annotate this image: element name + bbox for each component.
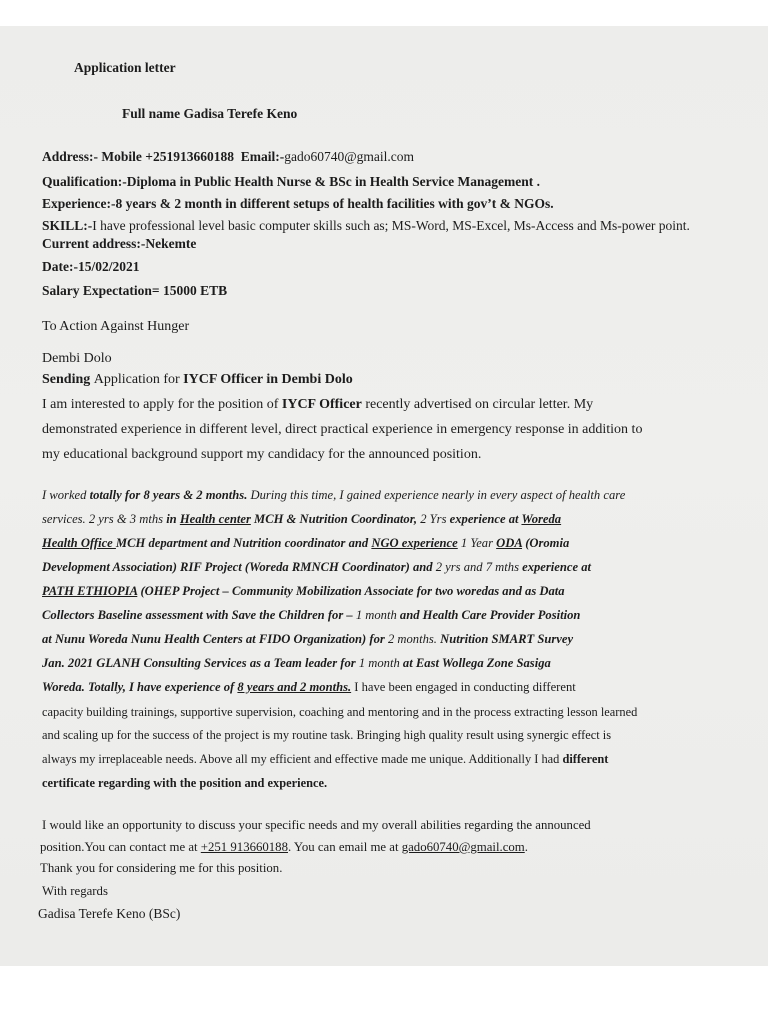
skill-value: I have professional level basic computer skills such as; MS-Word, MS-Excel, Ms-Access and Ms-power point. <box>92 218 690 233</box>
body-text: 2 yrs and 7 mths <box>435 560 523 574</box>
date-label: Date:- <box>42 259 78 274</box>
email-label: Email:- <box>240 149 285 164</box>
body-line-7 <box>42 632 573 647</box>
letter-page <box>0 26 768 966</box>
date-line <box>42 259 140 275</box>
body-text: 2 Yrs <box>420 512 450 526</box>
subject-text: Application for <box>93 372 184 387</box>
body-text: Nutrition SMART Survey <box>440 632 574 646</box>
salary-label: Salary Expectation= <box>42 283 163 298</box>
body-text: always my irreplaceable needs. Above all my efficient and effective made me unique. Additionally I had <box>42 752 563 766</box>
body-emphasis: Development Association) RIF Project (Woreda RMNCH Coordinator) and <box>42 560 436 574</box>
subject-line <box>42 372 353 388</box>
body-text: 1 month <box>358 656 403 670</box>
body-line-4 <box>42 560 591 575</box>
experience-value: 8 years & 2 month in different setups of health facilities with gov’t & NGOs. <box>115 196 554 211</box>
body-underlined: PATH ETHIOPIA <box>42 584 138 598</box>
experience-line <box>42 196 554 212</box>
closing-thanks: Thank you for considering me for this position. <box>40 861 283 875</box>
qualification-label: Qualification:- <box>42 174 127 189</box>
address-label: Address:- <box>42 149 102 164</box>
intro-line-2: demonstrated experience in different level, direct practical experience in emergency response in addition to <box>42 422 643 437</box>
letter-title: Application letter <box>74 60 176 75</box>
body-line-2 <box>42 512 561 527</box>
closing-phone: +251 913660188 <box>200 840 288 854</box>
body-text: Collectors Baseline assessment with Save the Children for – <box>42 608 356 622</box>
body-line-6 <box>42 608 580 623</box>
intro-text: recently advertised on circular letter. My <box>361 397 594 412</box>
skill-line <box>42 218 690 234</box>
recipient-location: Dembi Dolo <box>42 351 112 366</box>
date-value: 15/02/2021 <box>77 259 140 274</box>
body-text: I worked <box>42 488 90 502</box>
subject-prefix: Sending <box>42 372 94 387</box>
body-line-5 <box>42 584 565 599</box>
recipient: To Action Against Hunger <box>42 319 190 334</box>
body-text: 2 months. <box>387 632 441 646</box>
body-text: (Oromia <box>522 536 570 550</box>
body-text: 1 month <box>355 608 400 622</box>
body-line-11: and scaling up for the success of the project is my routine task. Bringing high quality result using synergic effect is <box>42 728 612 742</box>
body-text: During this time, I gained experience nearly in every aspect of health care <box>247 488 626 502</box>
body-line-9 <box>42 680 576 695</box>
body-text: I have been engaged in conducting different <box>351 680 576 694</box>
body-line-10: capacity building trainings, supportive supervision, coaching and mentoring and in the process extracting lesson learned <box>42 705 638 719</box>
skill-label: SKILL:- <box>42 218 93 233</box>
intro-position: IYCF Officer <box>281 397 362 412</box>
body-underlined: 8 years and 2 months. <box>237 680 352 694</box>
body-emphasis: experience at <box>522 560 592 574</box>
closing-line-1: I would like an opportunity to discuss your specific needs and my overall abilities regarding the announced <box>42 818 591 832</box>
salary-value: 15000 ETB <box>162 283 228 298</box>
body-underlined: Health Office <box>42 536 116 550</box>
mobile-value: +251913660188 <box>145 149 234 164</box>
body-emphasis: different <box>562 752 609 766</box>
intro-line-1 <box>42 397 593 413</box>
body-text: services. 2 yrs & 3 mths <box>42 512 167 526</box>
closing-text: position.You can contact me at <box>40 840 201 854</box>
body-emphasis: MCH & Nutrition Coordinator, <box>250 512 421 526</box>
closing-text: . You can email me at <box>287 840 402 854</box>
body-underlined: ODA <box>496 536 523 550</box>
closing-email: gado60740@gmail.com <box>401 840 525 854</box>
body-emphasis: Woreda. Totally, I have experience of <box>42 680 238 694</box>
current-address-label: Current address:- <box>42 236 146 251</box>
body-text: (OHEP Project – Community Mobilization Associate for two woredas and as Data <box>137 584 565 598</box>
body-underlined: Health center <box>179 512 251 526</box>
body-line-12 <box>42 752 608 767</box>
body-text: at Nunu Woreda Nunu Health Centers at FIDO Organization) for <box>42 632 388 646</box>
body-line-1 <box>42 488 625 503</box>
current-address-value: Nekemte <box>145 236 197 251</box>
body-text: and Health Care Provider Position <box>399 608 581 622</box>
body-emphasis: experience at <box>449 512 522 526</box>
mobile-label: Mobile <box>101 149 146 164</box>
body-emphasis: in <box>166 512 180 526</box>
body-underlined: NGO experience <box>371 536 458 550</box>
body-underlined: Woreda <box>521 512 562 526</box>
intro-line-3: my educational background support my candidacy for the announced position. <box>42 447 482 462</box>
body-text: Jan. 2021 GLANH Consulting Services as a Team leader for <box>42 656 359 670</box>
closing-line-2 <box>40 840 528 855</box>
current-address-line <box>42 236 196 252</box>
signature-name: Gadisa Terefe Keno (BSc) <box>38 906 181 921</box>
intro-text: I am interested to apply for the position of <box>42 397 282 412</box>
body-text: 1 Year <box>457 536 497 550</box>
body-emphasis: totally for 8 years & 2 months. <box>89 488 248 502</box>
address-line <box>42 149 414 165</box>
body-text: at East Wollega Zone Sasiga <box>402 656 551 670</box>
salary-line <box>42 283 227 299</box>
body-line-8 <box>42 656 551 671</box>
experience-label: Experience:- <box>42 196 116 211</box>
subject-position: IYCF Officer in Dembi Dolo <box>183 372 353 387</box>
body-text: MCH department and Nutrition coordinator and <box>115 536 372 550</box>
closing-text: . <box>524 840 528 854</box>
applicant-fullname: Full name Gadisa Terefe Keno <box>122 106 298 121</box>
body-line-13: certificate regarding with the position and experience. <box>42 776 328 790</box>
body-line-3 <box>42 536 569 551</box>
qualification-line <box>42 174 540 190</box>
closing-regards: With regards <box>42 884 108 898</box>
email-value: gado60740@gmail.com <box>284 149 415 164</box>
qualification-value: Diploma in Public Health Nurse & BSc in Health Service Management . <box>126 174 540 189</box>
